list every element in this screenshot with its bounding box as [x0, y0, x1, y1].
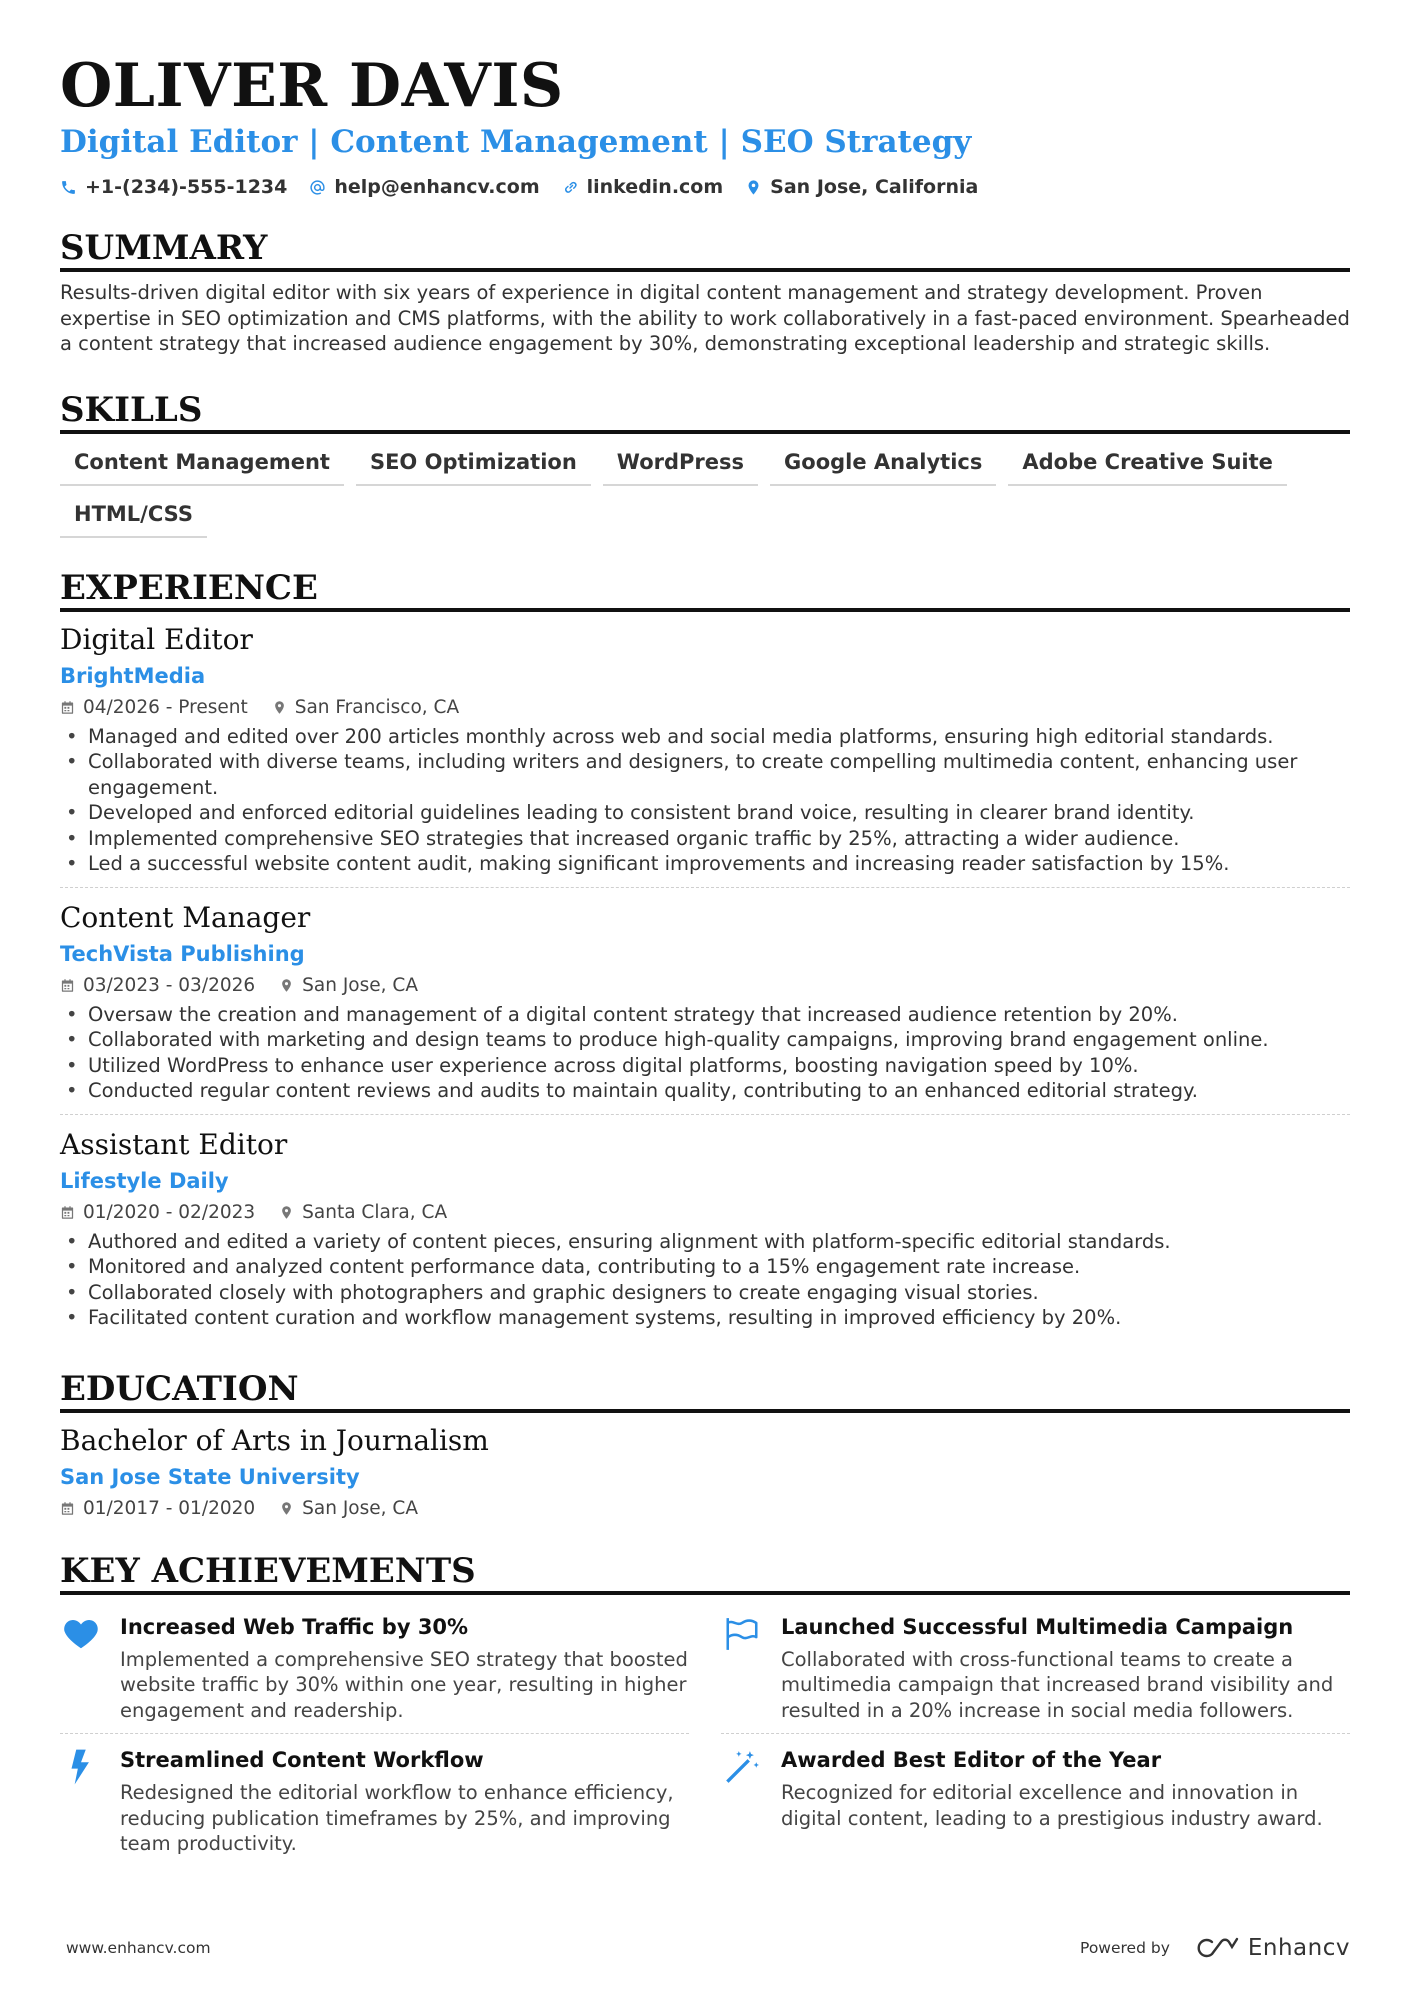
contact-linkedin[interactable] [562, 176, 724, 198]
contact-location-text: San Jose, California [770, 176, 979, 198]
skill-tag: Content Management [60, 446, 344, 486]
achievements-heading: KEY ACHIEVEMENTS [60, 1551, 1350, 1595]
footer-url[interactable]: www.enhancv.com [66, 1939, 211, 1957]
contact-row [60, 176, 1350, 198]
job-bullets [60, 1229, 1350, 1331]
degree-title: Bachelor of Arts in Journalism [60, 1423, 489, 1457]
job-title: Content Manager [60, 900, 311, 934]
location-icon [272, 700, 287, 715]
job-entry [60, 900, 1350, 1115]
phone-icon [60, 179, 77, 196]
enhancv-logo[interactable] [1196, 1935, 1350, 1961]
achievement-desc: Collaborated with cross-functional teams to create a multimedia campaign that increased brand visibility and resulted in a 20% increase in social media followers. [781, 1647, 1334, 1722]
job-bullets [60, 724, 1350, 877]
job-title: Digital Editor [60, 622, 253, 656]
link-icon [562, 179, 579, 196]
achievement-item [721, 1601, 1350, 1735]
calendar-icon [60, 700, 75, 715]
job-bullet: • Collaborated closely with photographers and graphic designers to create engaging visual stories. [60, 1280, 1350, 1306]
brand-name: Enhancv [1247, 1935, 1350, 1961]
job-location [272, 696, 459, 720]
achievement-desc: Recognized for editorial excellence and innovation in digital content, leading to a prestigious industry award. [781, 1781, 1323, 1830]
job-title: Assistant Editor [60, 1127, 288, 1161]
job-company: BrightMedia [60, 663, 206, 688]
magic-wand-icon [723, 1748, 761, 1786]
location-icon [745, 179, 762, 196]
job-bullet: • Monitored and analyzed content performance data, contributing to a 15% engagement rate increase. [60, 1254, 1350, 1280]
job-dates-text: 04/2026 - Present [83, 696, 248, 718]
experience-section [60, 568, 1350, 1341]
skill-tag: HTML/CSS [60, 498, 207, 538]
job-bullet: • Collaborated with diverse teams, including writers and designers, to create compelling multimedia content, enhancing user engagement. [60, 749, 1350, 800]
education-heading: EDUCATION [60, 1369, 1350, 1413]
achievement-item [721, 1734, 1350, 1867]
heart-icon [62, 1615, 100, 1653]
achievement-icon-wrap [60, 1746, 102, 1857]
education-location [279, 1497, 418, 1521]
summary-text: Results-driven digital editor with six years of experience in digital content management and strategy development. Proven expertise in SEO optimization and CMS platforms, with the ability to work collaboratively in a fast-paced environment. Spearheaded a content strategy that increased audience engagement by 30%, demonstrating exceptional leadership and strategic skills. [60, 281, 1350, 355]
calendar-icon [60, 1501, 75, 1516]
location-icon [279, 1501, 294, 1516]
contact-linkedin-text: linkedin.com [586, 176, 724, 198]
job-bullet: • Led a successful website content audit, making significant improvements and increasing reader satisfaction by 15%. [60, 851, 1350, 877]
achievement-item [60, 1734, 689, 1867]
contact-location [745, 176, 978, 198]
calendar-icon [60, 1205, 75, 1220]
skills-section [60, 390, 1350, 538]
achievement-icon-wrap [60, 1613, 102, 1724]
achievements-section [60, 1551, 1350, 1867]
enhancv-logo-icon [1196, 1935, 1240, 1961]
contact-email[interactable] [309, 176, 539, 198]
skills-heading: SKILLS [60, 390, 1350, 434]
lightning-icon [62, 1748, 100, 1786]
job-location-text: Santa Clara, CA [302, 1201, 448, 1223]
job-bullet: • Utilized WordPress to enhance user experience across digital platforms, boosting navigation speed by 10%. [60, 1053, 1350, 1079]
achievement-icon-wrap [721, 1613, 763, 1724]
job-bullets [60, 1002, 1350, 1104]
job-bullet: • Conducted regular content reviews and audits to maintain quality, contributing to an enhanced editorial strategy. [60, 1078, 1350, 1104]
job-entry [60, 1127, 1350, 1341]
job-company: TechVista Publishing [60, 941, 305, 966]
skill-tag: SEO Optimization [356, 446, 591, 486]
job-company: Lifestyle Daily [60, 1168, 229, 1193]
skill-tag: Google Analytics [770, 446, 996, 486]
job-dates-text: 01/2020 - 02/2023 [83, 1201, 256, 1223]
achievement-title: Awarded Best Editor of the Year [781, 1748, 1162, 1772]
location-icon [279, 978, 294, 993]
job-meta [60, 696, 1350, 720]
education-meta [60, 1497, 1350, 1521]
achievement-title: Increased Web Traffic by 30% [120, 1614, 469, 1639]
job-bullet: • Collaborated with marketing and design teams to produce high-quality campaigns, improving brand engagement online. [60, 1027, 1350, 1053]
achievement-icon-wrap [721, 1746, 763, 1857]
skill-tag: Adobe Creative Suite [1008, 446, 1287, 486]
calendar-icon [60, 978, 75, 993]
school-name: San Jose State University [60, 1464, 360, 1489]
summary-section [60, 228, 1350, 357]
job-location [279, 974, 418, 998]
achievement-desc: Redesigned the editorial workflow to enhance efficiency, reducing publication timeframes by 25%, and improving team productivity. [120, 1781, 674, 1855]
job-bullet: • Implemented comprehensive SEO strategies that increased organic traffic by 25%, attracting a wider audience. [60, 826, 1350, 852]
job-bullet: • Managed and edited over 200 articles monthly across web and social media platforms, ensuring high editorial standards. [60, 724, 1350, 750]
job-location [279, 1201, 447, 1225]
contact-phone[interactable] [60, 176, 287, 198]
skills-list [60, 446, 1360, 538]
achievement-item [60, 1601, 689, 1735]
job-dates [60, 1201, 255, 1225]
job-meta [60, 1201, 1350, 1225]
job-dates-text: 03/2023 - 03/2026 [83, 974, 256, 996]
location-icon [279, 1205, 294, 1220]
education-dates [60, 1497, 255, 1521]
education-section [60, 1369, 1350, 1521]
job-dates [60, 974, 255, 998]
candidate-title: Digital Editor | Content Management | SEO Strategy [60, 124, 972, 160]
skill-tag: WordPress [603, 446, 758, 486]
job-dates [60, 696, 248, 720]
job-bullet: • Developed and enforced editorial guidelines leading to consistent brand voice, resulting in clearer brand identity. [60, 800, 1350, 826]
job-entry [60, 622, 1350, 888]
job-location-text: San Jose, CA [302, 974, 418, 996]
summary-heading: SUMMARY [60, 228, 1350, 272]
education-dates-text: 01/2017 - 01/2020 [83, 1497, 256, 1519]
at-icon [309, 179, 326, 196]
contact-phone-text: +1-(234)-555-1234 [85, 176, 288, 198]
achievement-title: Launched Successful Multimedia Campaign [781, 1614, 1294, 1639]
experience-heading: EXPERIENCE [60, 568, 1350, 612]
footer [66, 1935, 1350, 1961]
achievement-title: Streamlined Content Workflow [120, 1748, 484, 1772]
achievement-desc: Implemented a comprehensive SEO strategy that boosted website traffic by 30% within one year, resulting in higher engagement and readership. [120, 1647, 688, 1722]
education-location-text: San Jose, CA [302, 1497, 418, 1519]
powered-by-label: Powered by [1080, 1939, 1170, 1957]
job-bullet: • Facilitated content curation and workflow management systems, resulting in improved efficiency by 20%. [60, 1305, 1350, 1331]
footer-brand-block [1080, 1935, 1350, 1961]
flag-icon [723, 1615, 761, 1653]
job-bullet: • Oversaw the creation and management of a digital content strategy that increased audience retention by 20%. [60, 1002, 1350, 1028]
job-bullet: • Authored and edited a variety of content pieces, ensuring alignment with platform-specific editorial standards. [60, 1229, 1350, 1255]
contact-email-text: help@enhancv.com [334, 176, 540, 198]
achievements-grid [60, 1601, 1350, 1867]
job-meta [60, 974, 1350, 998]
candidate-name: OLIVER DAVIS [60, 51, 564, 121]
job-location-text: San Francisco, CA [294, 696, 460, 718]
